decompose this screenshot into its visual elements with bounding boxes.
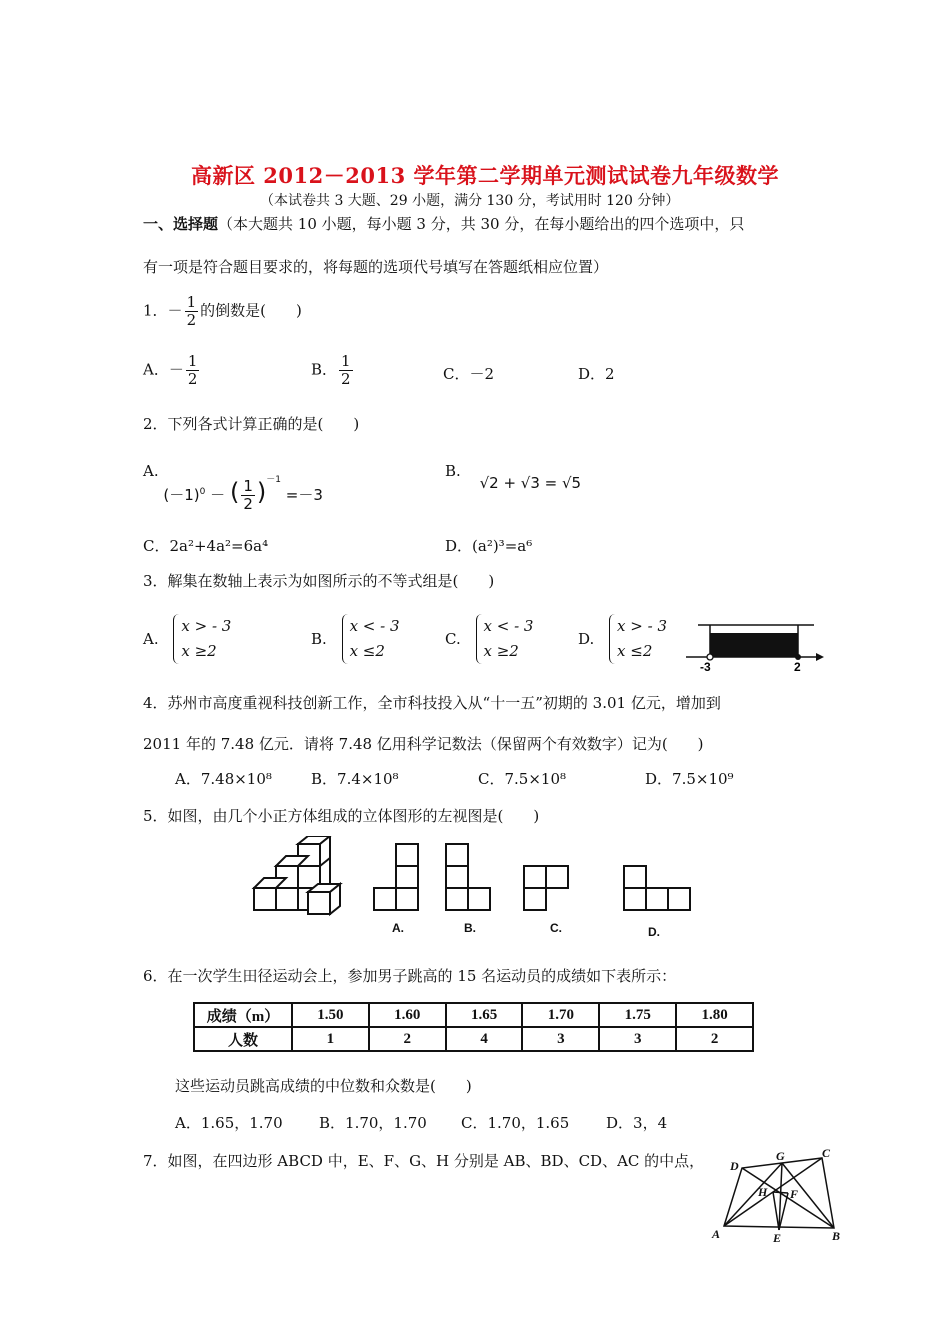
q1-stem: 的倒数是( ) [200, 301, 302, 320]
q1-a-sign: － [168, 360, 184, 379]
q1-frac-den: 2 [186, 311, 197, 329]
exam-subtitle: （本试卷共 3 大题、29 小题，满分 130 分，考试用时 120 分钟） [260, 193, 680, 209]
q2-a-minus: － [210, 486, 226, 504]
q3-c-label: C. [445, 630, 461, 648]
table-cell: 3 [522, 1027, 599, 1051]
table-cell: 1 [292, 1027, 369, 1051]
q1-option-c: C．－2 [443, 365, 495, 383]
q2-a-label: A. [143, 462, 159, 480]
q4-option-c: C．7.5×10⁸ [478, 770, 567, 788]
q3-a-line1: x > - 3 [181, 617, 232, 635]
q4-option-a: A．7.48×10⁸ [175, 770, 272, 788]
table-cell: 1.80 [676, 1003, 753, 1027]
q1-b-num: 1 [341, 352, 351, 370]
q3-b-system [342, 614, 400, 664]
table-cell: 2 [369, 1027, 446, 1051]
table-cell: 1.65 [446, 1003, 523, 1027]
table-cell: 3 [599, 1027, 676, 1051]
axis-label-left: -3 [700, 660, 711, 673]
q1-frac-num: 1 [186, 293, 197, 311]
q2-a-result: =－3 [285, 486, 323, 504]
section-instructions-line2: 有一项是符合题目要求的，将每题的选项代号填写在答题纸相应位置） [143, 258, 609, 276]
q1-a-label: A． [143, 360, 169, 379]
number-line-figure [686, 615, 826, 673]
q3-d-line2: x ≤2 [617, 642, 653, 660]
q2-a-den: 2 [243, 495, 253, 513]
q5-label-a: A. [392, 921, 404, 935]
q2-option-a: A. $(-1)^0$ － ( $\frac{1}{2}$ )$^{-1}$ =－3 [143, 462, 323, 513]
quadrilateral-figure [710, 1146, 846, 1246]
section-desc-1: （本大题共 10 小题，每小题 3 分，共 30 分，在每小题给出的四个选项中，只 [218, 215, 745, 233]
section-heading: 一、选择题 [143, 215, 219, 233]
q1-number: 1． [143, 301, 168, 320]
q3-d-label: D. [578, 630, 595, 648]
axis-label-right: 2 [794, 660, 801, 673]
scores-table [193, 1002, 754, 1052]
q5-label-d: D. [648, 925, 660, 938]
q3-a-system [173, 614, 231, 664]
table-cell: 1.60 [369, 1003, 446, 1027]
question-2: 2．下列各式计算正确的是( ) [143, 415, 360, 433]
q1-option-b [311, 353, 355, 388]
point-label-b: B [832, 1229, 841, 1243]
q6-option-c: C．1.70，1.65 [461, 1114, 570, 1132]
q1-b-fraction [339, 353, 353, 388]
table-row [194, 1027, 753, 1051]
question-6: 6．在一次学生田径运动会上，参加男子跳高的 15 名运动员的成绩如下表所示： [143, 967, 677, 985]
q2-b-expr: √2 + √3 = √5 [479, 474, 582, 492]
question-1 [143, 294, 302, 329]
section-instructions-line1 [143, 213, 744, 234]
q6-option-b: B．1.70，1.70 [319, 1114, 427, 1132]
table-cell: 2 [676, 1027, 753, 1051]
q3-option-d [578, 614, 667, 664]
q2-option-d: D．(a²)³=a⁶ [445, 537, 533, 555]
q3-option-a [143, 614, 231, 664]
q2-a-exp0: 0 [199, 487, 206, 497]
q4-option-d: D．7.5×10⁹ [645, 770, 734, 788]
q1-sign: － [167, 301, 183, 320]
q1-b-den: 2 [341, 370, 351, 388]
table-cell: 4 [446, 1027, 523, 1051]
point-label-e: E [773, 1231, 782, 1245]
q3-c-system [476, 614, 534, 664]
cube-figures [246, 836, 706, 938]
q3-option-b [311, 614, 400, 664]
q3-b-label: B. [311, 630, 327, 648]
table-cell: 1.50 [292, 1003, 369, 1027]
q1-a-den: 2 [187, 370, 198, 388]
q1-a-num: 1 [187, 352, 198, 370]
q3-b-line1: x < - 3 [349, 617, 400, 635]
q4-option-b: B．7.4×10⁸ [311, 770, 399, 788]
q1-a-fraction [186, 353, 200, 388]
table-row [194, 1003, 753, 1027]
q3-d-line1: x > - 3 [617, 617, 667, 635]
q1-option-d: D．2 [578, 365, 615, 383]
point-label-g: G [776, 1149, 785, 1163]
q2-a-num: 1 [243, 477, 253, 495]
point-label-c: C [822, 1146, 831, 1160]
q3-option-c [445, 614, 533, 664]
q6-option-d: D．3，4 [606, 1114, 668, 1132]
q3-a-label: A. [143, 630, 159, 648]
q2-b-label: B. [445, 462, 461, 480]
table-cell: 1.70 [522, 1003, 599, 1027]
question-5: 5．如图，由几个小正方体组成的立体图形的左视图是( ) [143, 807, 540, 825]
table-cell: 1.75 [599, 1003, 676, 1027]
q3-c-line2: x ≥2 [483, 642, 519, 660]
question-3: 3．解集在数轴上表示为如图所示的不等式组是( ) [143, 572, 495, 590]
q3-c-line1: x < - 3 [483, 617, 534, 635]
q3-b-line2: x ≤2 [349, 642, 385, 660]
q6-question: 这些运动员跳高成绩的中位数和众数是( ) [175, 1077, 472, 1095]
question-7: 7．如图，在四边形 ABCD 中，E、F、G、H 分别是 AB、BD、CD、AC 的中点， [143, 1152, 705, 1170]
q1-fraction [185, 294, 199, 329]
exam-title: 高新区 2012－2013 学年第二学期单元测试试卷九年级数学 [191, 163, 780, 188]
table-header-count: 人数 [194, 1027, 292, 1051]
point-label-d: D [730, 1159, 739, 1173]
q5-label-c: C. [550, 921, 562, 935]
q2-option-b [445, 462, 581, 492]
point-label-f: F [790, 1187, 799, 1201]
q2-a-base: (－1) [163, 486, 200, 504]
q1-b-label: B． [311, 360, 338, 379]
question-4-line1: 4．苏州市高度重视科技创新工作，全市科技投入从“十一五”初期的 3.01 亿元，增加到 [143, 694, 721, 712]
q3-d-system [609, 614, 667, 664]
q2-option-c: C．2a²+4a²=6a⁴ [143, 537, 269, 555]
question-4-line2: 2011 年的 7.48 亿元．请将 7.48 亿用科学记数法（保留两个有效数字）记为( ) [143, 735, 704, 753]
q6-option-a: A．1.65，1.70 [175, 1114, 283, 1132]
table-header-score: 成绩（m） [194, 1003, 292, 1027]
q2-a-exp: －1 [266, 475, 281, 485]
q2-a-fraction [241, 478, 255, 513]
q1-option-a [143, 353, 201, 388]
q5-label-b: B. [464, 921, 476, 935]
q3-a-line2: x ≥2 [181, 642, 217, 660]
point-label-a: A [712, 1227, 721, 1241]
point-label-h: H [758, 1185, 768, 1199]
